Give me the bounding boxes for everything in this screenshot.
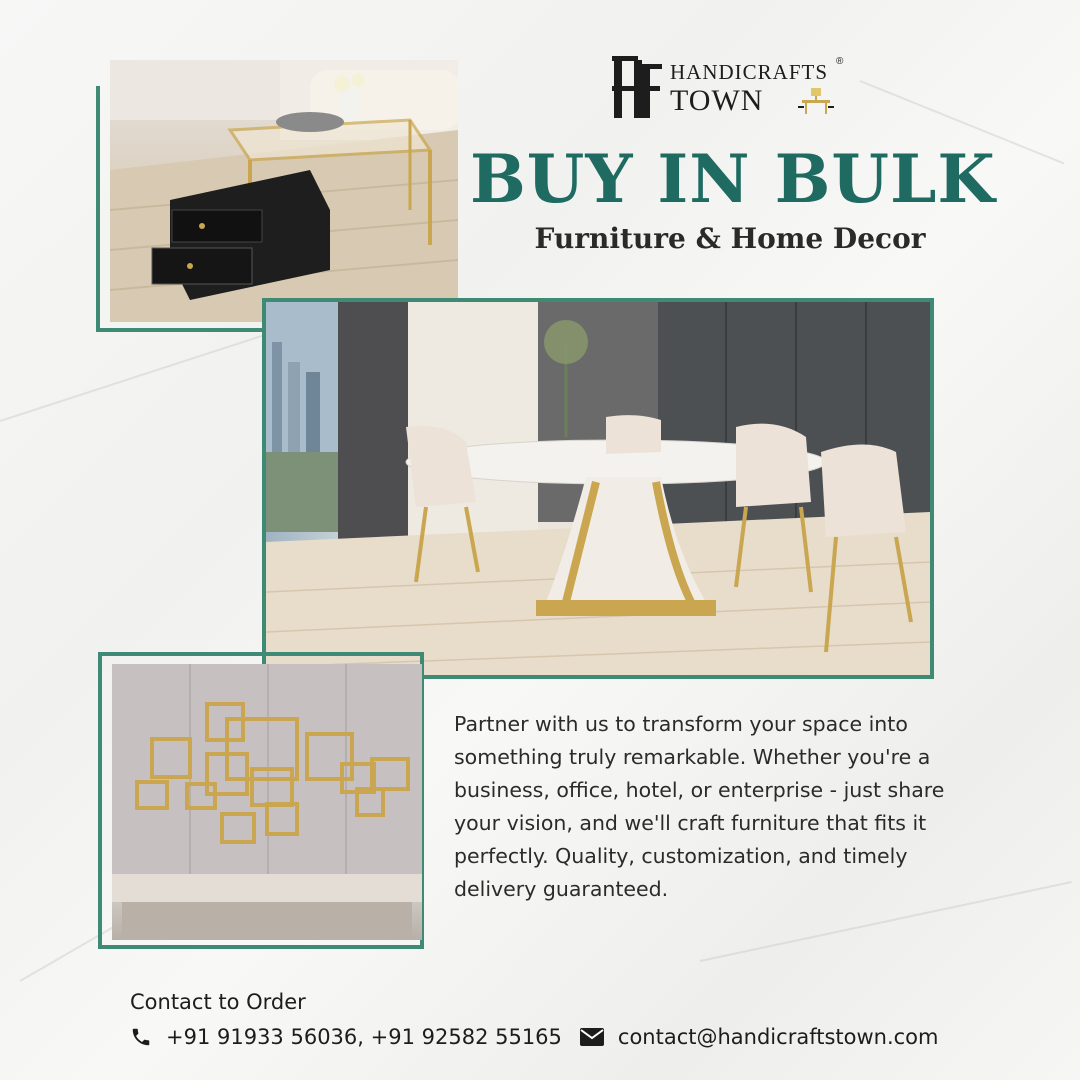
phone-numbers[interactable]: +91 91933 56036, +91 92582 55165 (166, 1025, 562, 1049)
registered-mark: ® (836, 56, 844, 67)
marble-vein (0, 327, 286, 422)
ht-monogram-icon (612, 56, 662, 122)
wall-decor-photo (112, 664, 422, 940)
subheadline: Furniture & Home Decor (534, 222, 926, 255)
contact-title: Contact to Order (130, 990, 306, 1014)
phone-icon (130, 1026, 152, 1048)
brand-name-line1: HANDICRAFTS (670, 60, 829, 84)
brand-name-line2: TOWN (670, 84, 764, 117)
email-address[interactable]: contact@handicraftstown.com (617, 1025, 939, 1049)
coffee-table-photo (110, 60, 458, 322)
furniture-set-icon (798, 86, 834, 116)
brand-logo (612, 56, 852, 126)
coffee-table-illustration (110, 60, 458, 322)
headline: BUY IN BULK (470, 140, 996, 218)
dining-room-illustration (266, 302, 930, 675)
dining-room-photo (266, 302, 930, 675)
mail-icon (580, 1028, 604, 1046)
description-text: Partner with us to transform your space into something truly remarkable. Whether you're a business, office, hotel, or enterprise - just share your vision, and we'll craft furniture that fits it perfectly. Quality, customization, and timely delivery guaranteed. (454, 712, 945, 901)
contact-row (130, 1022, 938, 1052)
wall-decor-illustration (112, 664, 422, 940)
